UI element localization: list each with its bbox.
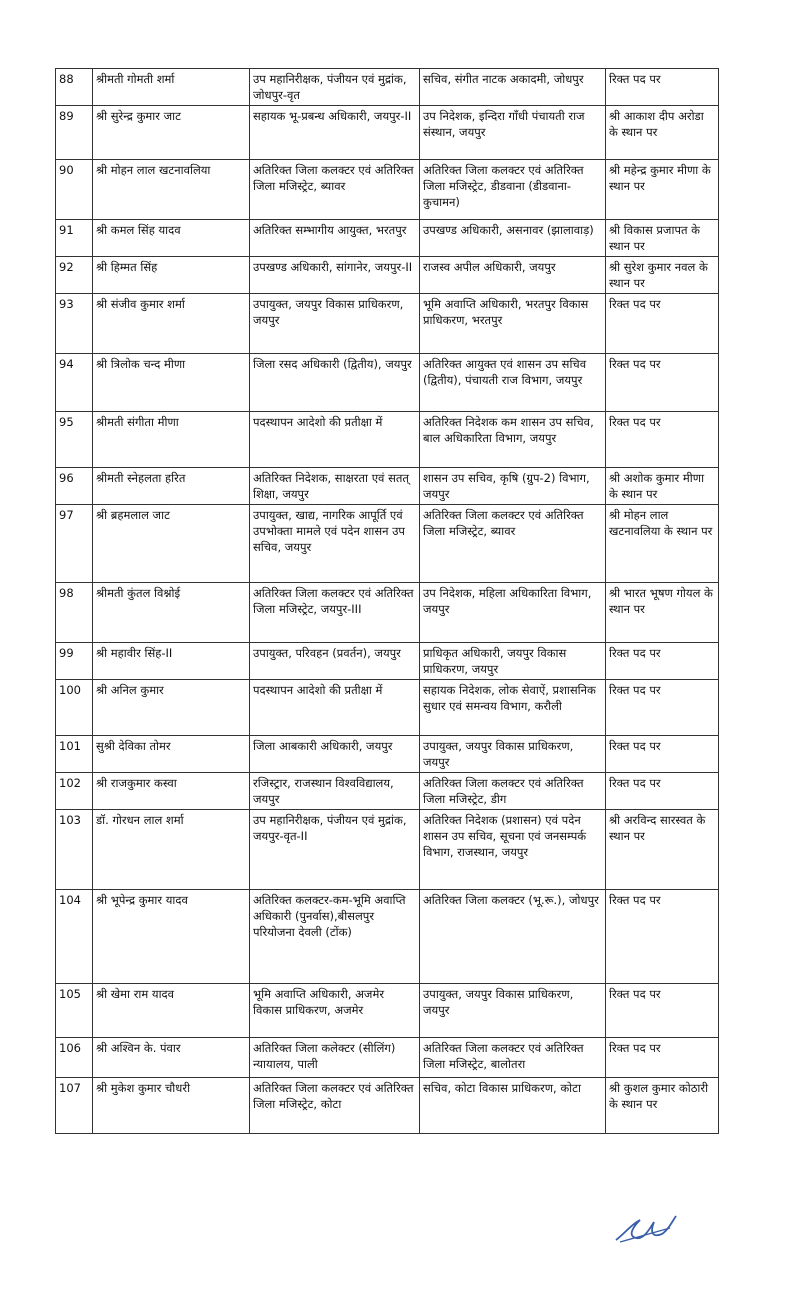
- transfer-order-table: [55, 68, 719, 1134]
- remark: रिक्त पद पर: [606, 412, 719, 468]
- table-row: [56, 890, 719, 984]
- remark: रिक्त पद पर: [606, 643, 719, 680]
- table-row: [56, 773, 719, 810]
- serial-number: 97: [56, 505, 93, 583]
- table-row: [56, 412, 719, 468]
- table-body: [56, 69, 719, 1134]
- remark: रिक्त पद पर: [606, 773, 719, 810]
- table-row: [56, 1038, 719, 1078]
- remark: श्री मोहन लाल खटनावलिया के स्थान पर: [606, 505, 719, 583]
- serial-number: 93: [56, 294, 93, 354]
- new-posting: अतिरिक्त जिला कलक्टर एवं अतिरिक्त जिला मजिस्ट्रेट, डीग: [420, 773, 606, 810]
- officer-name: श्री अश्विन के. पंवार: [93, 1038, 250, 1078]
- new-posting: उपखण्ड अधिकारी, असनावर (झालावाड़): [420, 220, 606, 257]
- current-posting: उप महानिरीक्षक, पंजीयन एवं मुद्रांक, जोधपुर-वृत: [250, 69, 420, 106]
- remark: श्री भारत भूषण गोयल के स्थान पर: [606, 583, 719, 643]
- current-posting: रजिस्ट्रार, राजस्थान विश्वविद्यालय, जयपुर: [250, 773, 420, 810]
- serial-number: 90: [56, 160, 93, 220]
- officer-name: श्रीमती स्नेहलता हरित: [93, 468, 250, 505]
- remark: रिक्त पद पर: [606, 890, 719, 984]
- current-posting: भूमि अवाप्ति अधिकारी, अजमेर विकास प्राधिकरण, अजमेर: [250, 984, 420, 1038]
- serial-number: 95: [56, 412, 93, 468]
- serial-number: 105: [56, 984, 93, 1038]
- serial-number: 94: [56, 354, 93, 412]
- serial-number: 92: [56, 257, 93, 294]
- serial-number: 107: [56, 1078, 93, 1134]
- officer-name: श्री भूपेन्द्र कुमार यादव: [93, 890, 250, 984]
- serial-number: 99: [56, 643, 93, 680]
- officer-name: श्रीमती संगीता मीणा: [93, 412, 250, 468]
- table-row: [56, 220, 719, 257]
- table-row: [56, 1078, 719, 1134]
- current-posting: उपायुक्त, परिवहन (प्रवर्तन), जयपुर: [250, 643, 420, 680]
- new-posting: उपायुक्त, जयपुर विकास प्राधिकरण, जयपुर: [420, 736, 606, 773]
- new-posting: प्राधिकृत अधिकारी, जयपुर विकास प्राधिकरण, जयपुर: [420, 643, 606, 680]
- table-row: [56, 505, 719, 583]
- officer-name: श्री अनिल कुमार: [93, 680, 250, 736]
- current-posting: उपायुक्त, खाद्य, नागरिक आपूर्ति एवं उपभोक्ता मामले एवं पदेन शासन उप सचिव, जयपुर: [250, 505, 420, 583]
- table-row: [56, 643, 719, 680]
- officer-name: श्री खेमा राम यादव: [93, 984, 250, 1038]
- current-posting: अतिरिक्त कलक्टर-कम-भूमि अवाप्ति अधिकारी (पुनर्वास),बीसलपुर परियोजना देवली (टोंक): [250, 890, 420, 984]
- current-posting: उपखण्ड अधिकारी, सांगानेर, जयपुर-II: [250, 257, 420, 294]
- serial-number: 102: [56, 773, 93, 810]
- new-posting: अतिरिक्त जिला कलक्टर एवं अतिरिक्त जिला मजिस्ट्रेट, डीडवाना (डीडवाना-कुचामन): [420, 160, 606, 220]
- officer-name: श्री कमल सिंह यादव: [93, 220, 250, 257]
- officer-name: श्री मोहन लाल खटनावलिया: [93, 160, 250, 220]
- new-posting: भूमि अवाप्ति अधिकारी, भरतपुर विकास प्राधिकरण, भरतपुर: [420, 294, 606, 354]
- remark: रिक्त पद पर: [606, 354, 719, 412]
- remark: रिक्त पद पर: [606, 69, 719, 106]
- table-row: [56, 257, 719, 294]
- signature-mark: [610, 1198, 682, 1248]
- new-posting: अतिरिक्त जिला कलक्टर एवं अतिरिक्त जिला मजिस्ट्रेट, बालोतरा: [420, 1038, 606, 1078]
- new-posting: अतिरिक्त निदेशक कम शासन उप सचिव, बाल अधिकारिता विभाग, जयपुर: [420, 412, 606, 468]
- new-posting: सहायक निदेशक, लोक सेवाऐं, प्रशासनिक सुधार एवं समन्वय विभाग, करौली: [420, 680, 606, 736]
- officer-name: श्री राजकुमार कस्वा: [93, 773, 250, 810]
- serial-number: 96: [56, 468, 93, 505]
- current-posting: अतिरिक्त सम्भागीय आयुक्त, भरतपुर: [250, 220, 420, 257]
- officer-name: श्रीमती गोमती शर्मा: [93, 69, 250, 106]
- table-row: [56, 69, 719, 106]
- remark: रिक्त पद पर: [606, 984, 719, 1038]
- current-posting: पदस्थापन आदेशो की प्रतीक्षा में: [250, 412, 420, 468]
- current-posting: अतिरिक्त जिला कलक्टर एवं अतिरिक्त जिला मजिस्ट्रेट, कोटा: [250, 1078, 420, 1134]
- remark: रिक्त पद पर: [606, 1038, 719, 1078]
- table-row: [56, 468, 719, 505]
- serial-number: 100: [56, 680, 93, 736]
- current-posting: जिला आबकारी अधिकारी, जयपुर: [250, 736, 420, 773]
- new-posting: अतिरिक्त आयुक्त एवं शासन उप सचिव (द्वितीय), पंचायती राज विभाग, जयपुर: [420, 354, 606, 412]
- table-row: [56, 160, 719, 220]
- remark: श्री अशोक कुमार मीणा के स्थान पर: [606, 468, 719, 505]
- serial-number: 104: [56, 890, 93, 984]
- new-posting: सचिव, संगीत नाटक अकादमी, जोधपुर: [420, 69, 606, 106]
- officer-name: डॉ. गोरधन लाल शर्मा: [93, 810, 250, 890]
- serial-number: 91: [56, 220, 93, 257]
- officer-name: सुश्री देविका तोमर: [93, 736, 250, 773]
- current-posting: अतिरिक्त जिला कलक्टर एवं अतिरिक्त जिला मजिस्ट्रेट, ब्यावर: [250, 160, 420, 220]
- officer-name: श्री महावीर सिंह-II: [93, 643, 250, 680]
- new-posting: उपायुक्त, जयपुर विकास प्राधिकरण, जयपुर: [420, 984, 606, 1038]
- officer-name: श्री मुकेश कुमार चौधरी: [93, 1078, 250, 1134]
- new-posting: राजस्व अपील अधिकारी, जयपुर: [420, 257, 606, 294]
- new-posting: अतिरिक्त जिला कलक्टर एवं अतिरिक्त जिला मजिस्ट्रेट, ब्यावर: [420, 505, 606, 583]
- remark: श्री सुरेश कुमार नवल के स्थान पर: [606, 257, 719, 294]
- officer-name: श्रीमती कुंतल विश्नोई: [93, 583, 250, 643]
- table-row: [56, 680, 719, 736]
- remark: रिक्त पद पर: [606, 680, 719, 736]
- new-posting: शासन उप सचिव, कृषि (ग्रुप-2) विभाग, जयपुर: [420, 468, 606, 505]
- remark: रिक्त पद पर: [606, 736, 719, 773]
- new-posting: सचिव, कोटा विकास प्राधिकरण, कोटा: [420, 1078, 606, 1134]
- serial-number: 88: [56, 69, 93, 106]
- remark: श्री महेन्द्र कुमार मीणा के स्थान पर: [606, 160, 719, 220]
- table-row: [56, 294, 719, 354]
- serial-number: 106: [56, 1038, 93, 1078]
- current-posting: जिला रसद अधिकारी (द्वितीय), जयपुर: [250, 354, 420, 412]
- table-row: [56, 984, 719, 1038]
- officer-name: श्री संजीव कुमार शर्मा: [93, 294, 250, 354]
- remark: श्री विकास प्रजापत के स्थान पर: [606, 220, 719, 257]
- new-posting: उप निदेशक, महिला अधिकारिता विभाग, जयपुर: [420, 583, 606, 643]
- officer-name: श्री त्रिलोक चन्द मीणा: [93, 354, 250, 412]
- remark: श्री कुशल कुमार कोठारी के स्थान पर: [606, 1078, 719, 1134]
- current-posting: सहायक भू-प्रबन्ध अधिकारी, जयपुर-II: [250, 106, 420, 160]
- current-posting: अतिरिक्त जिला कलेक्टर (सीलिंग) न्यायालय, पाली: [250, 1038, 420, 1078]
- current-posting: उपायुक्त, जयपुर विकास प्राधिकरण, जयपुर: [250, 294, 420, 354]
- table-row: [56, 106, 719, 160]
- remark: श्री अरविन्द सारस्वत के स्थान पर: [606, 810, 719, 890]
- new-posting: अतिरिक्त निदेशक (प्रशासन) एवं पदेन शासन उप सचिव, सूचना एवं जनसम्पर्क विभाग, राजस्थान, जयपुर: [420, 810, 606, 890]
- serial-number: 101: [56, 736, 93, 773]
- current-posting: अतिरिक्त जिला कलक्टर एवं अतिरिक्त जिला मजिस्ट्रेट, जयपुर-III: [250, 583, 420, 643]
- officer-name: श्री हिम्मत सिंह: [93, 257, 250, 294]
- remark: श्री आकाश दीप अरोडा के स्थान पर: [606, 106, 719, 160]
- current-posting: पदस्थापन आदेशो की प्रतीक्षा में: [250, 680, 420, 736]
- officer-name: श्री ब्रहमलाल जाट: [93, 505, 250, 583]
- current-posting: उप महानिरीक्षक, पंजीयन एवं मुद्रांक, जयपुर-वृत-II: [250, 810, 420, 890]
- current-posting: अतिरिक्त निदेशक, साक्षरता एवं सतत् शिक्षा, जयपुर: [250, 468, 420, 505]
- table-row: [56, 736, 719, 773]
- serial-number: 98: [56, 583, 93, 643]
- new-posting: उप निदेशक, इन्दिरा गाँधी पंचायती राज संस्थान, जयपुर: [420, 106, 606, 160]
- table-row: [56, 354, 719, 412]
- table-row: [56, 583, 719, 643]
- serial-number: 103: [56, 810, 93, 890]
- serial-number: 89: [56, 106, 93, 160]
- table-row: [56, 810, 719, 890]
- officer-name: श्री सुरेन्द्र कुमार जाट: [93, 106, 250, 160]
- new-posting: अतिरिक्त जिला कलक्टर (भू.रू.), जोधपुर: [420, 890, 606, 984]
- remark: रिक्त पद पर: [606, 294, 719, 354]
